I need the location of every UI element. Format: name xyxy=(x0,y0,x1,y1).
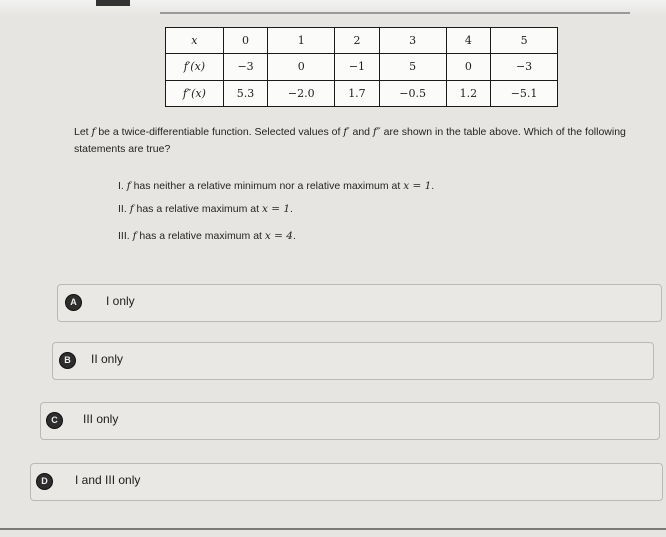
question-part: be a twice-differentiable function. Selected values of xyxy=(95,126,344,138)
choice-label: II only xyxy=(91,352,124,366)
table-cell: 1.7 xyxy=(335,80,380,106)
function-symbol: f xyxy=(129,203,134,215)
table-cell: 2 xyxy=(335,28,380,54)
choice-d[interactable] xyxy=(30,463,663,501)
question-text xyxy=(74,124,639,158)
statement-numeral: II. xyxy=(118,203,127,215)
function-symbol: f xyxy=(126,180,131,192)
choice-letter-a-icon: A xyxy=(65,294,82,311)
table-cell: −3 xyxy=(491,54,558,80)
values-table xyxy=(165,27,558,107)
bottom-rule xyxy=(0,528,666,530)
statement-math: x = 1 xyxy=(403,180,432,192)
statement-text: has neither a relative minimum nor a relative maximum at xyxy=(130,180,404,192)
choice-label: I only xyxy=(106,294,135,308)
table-cell: 0 xyxy=(268,54,335,80)
statement-text: has a relative maximum at xyxy=(133,203,262,215)
question-part: and xyxy=(349,126,373,138)
table-row-label: f′(x) xyxy=(166,54,224,80)
first-derivative-symbol: f′ xyxy=(343,126,350,138)
table-cell: −3 xyxy=(223,54,268,80)
top-dark-bar xyxy=(96,0,130,6)
table-row-label: x xyxy=(166,28,224,54)
choice-letter-b-icon: B xyxy=(59,352,76,369)
table-row-fprime xyxy=(166,54,558,80)
table-cell: 0 xyxy=(446,54,491,80)
statement-iii xyxy=(118,230,296,242)
choice-label: I and III only xyxy=(75,473,141,487)
statement-numeral: I. xyxy=(118,180,124,192)
choice-c[interactable] xyxy=(40,402,660,440)
table-cell: 1.2 xyxy=(446,80,491,106)
question-part: Let xyxy=(74,126,92,138)
second-derivative-symbol: f″ xyxy=(372,126,381,138)
table-row-fdoubleprime xyxy=(166,80,558,106)
table-cell: −2.0 xyxy=(268,80,335,106)
choice-letter-d-icon: D xyxy=(36,473,53,490)
top-rule xyxy=(160,12,630,14)
statement-end: . xyxy=(292,230,296,242)
choice-label: III only xyxy=(83,412,119,426)
statement-end: . xyxy=(290,203,293,215)
table-cell: −5.1 xyxy=(491,80,558,106)
table-cell: −0.5 xyxy=(379,80,446,106)
table-row-label: f″(x) xyxy=(166,80,224,106)
table-cell: 3 xyxy=(379,28,446,54)
question-part: are shown in the table above. Which of the following statements are true? xyxy=(74,126,626,155)
table-cell: 1 xyxy=(268,28,335,54)
statement-text: has a relative maximum at xyxy=(136,230,265,242)
top-strip xyxy=(0,0,666,16)
table-cell: 5 xyxy=(379,54,446,80)
function-symbol: f xyxy=(91,126,96,138)
choice-a[interactable] xyxy=(57,284,662,322)
table-row-x xyxy=(166,28,558,54)
table-cell: 4 xyxy=(446,28,491,54)
statement-math: x = 4 xyxy=(264,230,293,242)
statement-numeral: III. xyxy=(118,230,130,242)
choice-letter-c-icon: C xyxy=(46,412,63,429)
statement-math: x = 1 xyxy=(261,203,291,215)
statement-end: . xyxy=(431,180,435,192)
choice-b[interactable] xyxy=(52,342,654,380)
statement-ii xyxy=(118,203,293,215)
function-symbol: f xyxy=(132,230,137,242)
table-cell: 5 xyxy=(491,28,558,54)
table-cell: 5.3 xyxy=(223,80,268,106)
table-cell: −1 xyxy=(335,54,380,80)
table-cell: 0 xyxy=(223,28,268,54)
statement-i xyxy=(118,180,434,192)
